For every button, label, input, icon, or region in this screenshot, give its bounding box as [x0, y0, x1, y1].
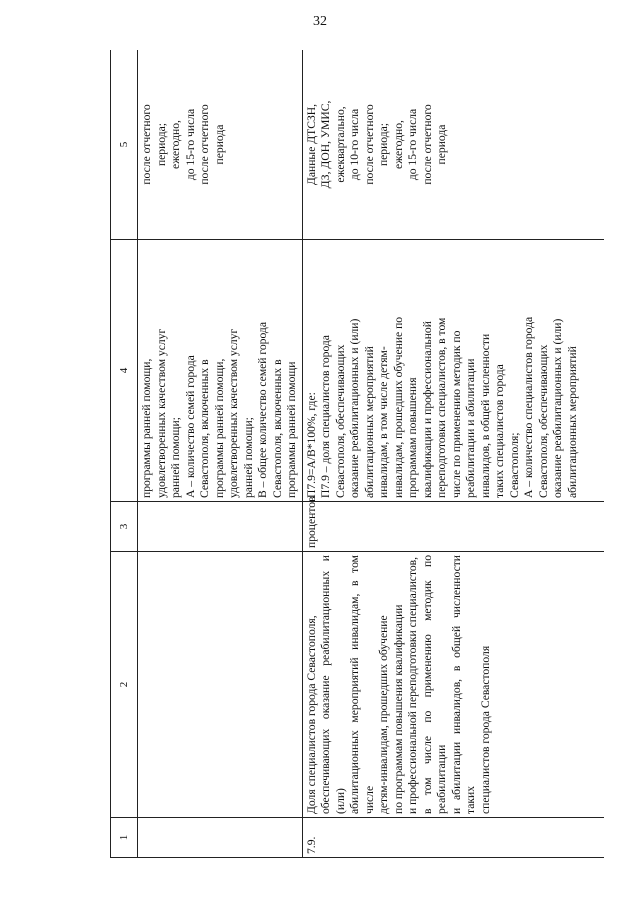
table-row-7-9: [302, 50, 604, 858]
text-line: таких специалистов города: [493, 364, 506, 498]
text-line: после отчетного: [140, 104, 153, 185]
text-line: Данные ДТСЗН,: [304, 103, 318, 186]
cell-indicator: [302, 552, 604, 818]
text-line: ДЗ, ДОН, УМИС,: [319, 100, 332, 189]
text-line: А – количество специалистов города: [522, 316, 535, 498]
source-continued-lines: [140, 53, 227, 236]
page-number: 32: [313, 14, 327, 29]
header-col-3: 3: [111, 502, 138, 552]
text-line: П7.9 – доля специалистов города: [319, 335, 332, 498]
text-line: периода: [435, 124, 448, 165]
rotated-table-frame: [110, 50, 604, 858]
text-line: удовлетворенных качеством услуг: [227, 328, 240, 498]
text-line: ранней помощи;: [169, 417, 182, 498]
text-line: по программам повышения квалификации: [391, 604, 405, 814]
source-lines: [305, 53, 450, 236]
text-line: специалистов города Севастополя: [478, 645, 492, 814]
table-row-continued: [138, 50, 303, 858]
text-line: программы ранней помощи,: [212, 358, 226, 498]
text-line: инвалидов, в общей численности: [478, 333, 492, 498]
table-container: [110, 50, 604, 858]
cell-source: [302, 50, 604, 240]
text-line: после отчетного: [362, 104, 376, 185]
text-line: до 10-го числа: [348, 108, 361, 181]
formula-continued-lines: [140, 243, 300, 498]
cell-indicator-empty: [138, 552, 303, 818]
text-line: П7.9=А/В*100%, где:: [304, 392, 318, 498]
text-line: и абилитации инвалидов, в общей численности таких: [449, 555, 477, 814]
cell-unit-empty: [138, 502, 303, 552]
text-line: абилитационных мероприятий инвалидам, в том числе: [348, 555, 376, 814]
cell-number-empty: [138, 818, 303, 858]
cell-formula: [302, 240, 604, 502]
text-line: детям-инвалидам, прошедших обучение: [377, 615, 390, 814]
text-line: инвалидам, в том числе детям-: [377, 346, 390, 498]
text-line: реабилитации и абилитации: [464, 358, 477, 498]
header-col-5: 5: [111, 50, 138, 240]
text-line: ежегодно,: [391, 120, 405, 169]
text-line: В – общее количество семей города: [256, 322, 269, 498]
text-line: программы ранней помощи,: [140, 358, 153, 498]
text-line: Доля специалистов города Севастополя,: [304, 615, 318, 814]
formula-lines: [305, 243, 581, 498]
text-line: обеспечивающих оказание реабилитационных и (или): [319, 555, 347, 814]
text-line: А – количество семей города: [183, 355, 197, 498]
text-line: квалификации и профессиональной: [420, 321, 434, 498]
text-line: инвалидам, прошедших обучение по: [391, 316, 405, 498]
text-line: и профессиональной переподготовки специалистов,: [406, 556, 419, 814]
text-line: до 15-го числа: [183, 108, 197, 181]
cell-formula-continued: [138, 240, 303, 502]
text-line: числе по применению методик по: [449, 330, 463, 498]
indicator-lines: [305, 555, 494, 814]
cell-number: 7.9.: [302, 818, 604, 858]
text-line: удовлетворенных качеством услуг: [154, 328, 168, 498]
text-line: оказание реабилитационных и (или): [348, 318, 361, 498]
text-line: Севастополя, обеспечивающих: [536, 344, 550, 498]
text-line: ежегодно,: [169, 120, 182, 169]
table-header-row: [111, 50, 138, 858]
text-line: периода: [212, 124, 226, 165]
text-line: абилитационных мероприятий: [362, 346, 376, 498]
text-line: периода;: [377, 122, 390, 167]
cell-unit: процентов: [302, 502, 604, 552]
header-col-2: 2: [111, 552, 138, 818]
text-line: в том числе по применению методик по реабилитации: [420, 555, 448, 814]
text-line: ежеквартально,: [333, 106, 347, 183]
text-line: программы ранней помощи: [285, 361, 298, 498]
text-line: Севастополя, включенных в: [270, 359, 284, 498]
text-line: Севастополя;: [507, 432, 521, 498]
text-line: Севастополя, обеспечивающих: [333, 344, 347, 498]
header-col-4: 4: [111, 240, 138, 502]
text-line: периода;: [154, 122, 168, 167]
text-line: оказание реабилитационных и (или): [551, 318, 564, 498]
text-line: Севастополя, включенных в: [198, 359, 211, 498]
text-line: абилитационных мероприятий: [565, 346, 579, 498]
text-line: переподготовки специалистов, в том: [435, 317, 448, 498]
cell-source-continued: [138, 50, 303, 240]
text-line: после отчетного: [198, 104, 211, 185]
text-line: после отчетного: [420, 104, 434, 185]
text-line: программам повышения: [406, 377, 419, 498]
header-col-1: 1: [111, 818, 138, 858]
text-line: до 15-го числа: [406, 108, 419, 181]
indicator-table: [110, 50, 604, 858]
text-line: ранней помощи;: [241, 417, 255, 498]
